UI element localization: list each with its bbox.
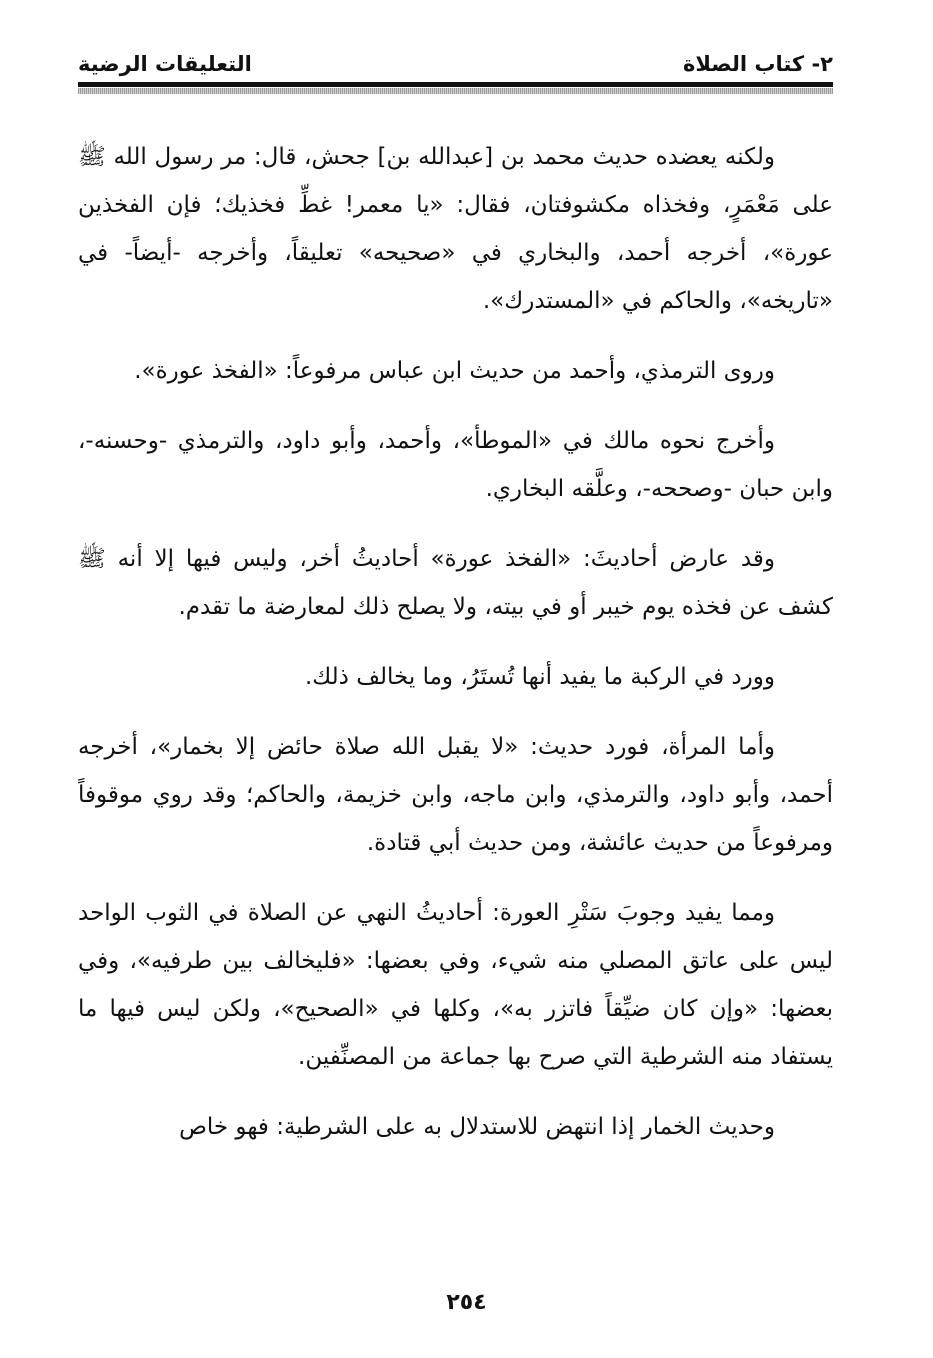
chapter-title: ٢- كتاب الصلاة [682, 52, 833, 76]
paragraph: وورد في الركبة ما يفيد أنها تُستَرُ، وما يخالف ذلك. [304, 664, 775, 690]
header-rule-shading [78, 88, 833, 94]
paragraph: وروى الترمذي، وأحمد من حديث ابن عباس مرفوعاً: «الفخذ عورة». [134, 358, 775, 384]
running-header [78, 48, 833, 80]
paragraph: وحديث الخمار إذا انتهض للاستدلال به على الشرطية: فهو خاص [179, 1114, 775, 1140]
header-rule [78, 82, 833, 87]
body-text [78, 133, 833, 1173]
paragraph: وأما المرأة، فورد حديث: «لا يقبل الله صلاة حائض إلا بخمار»، أخرجه أحمد، وأبو داود، والترمذي، وابن ماجه، وابن خزيمة، والحاكم؛ وقد روي موقوفاً ومرفوعاً من حديث عائشة، ومن حديث أبي قتادة. [78, 734, 833, 856]
paragraph: وأخرج نحوه مالك في «الموطأ»، وأحمد، وأبو داود، والترمذي -وحسنه-، وابن حبان -وصححه-، وعلَّقه البخاري. [78, 428, 833, 502]
page-number: ٢٥٤ [446, 1290, 487, 1315]
paragraph: وقد عارض أحاديثَ: «الفخذ عورة» أحاديثُ أخر، وليس فيها إلا أنه ﷺ كشف عن فخذه يوم خيبر أو في بيته، ولا يصلح ذلك لمعارضة ما تقدم. [78, 546, 833, 620]
book-title: التعليقات الرضية [78, 52, 252, 76]
paragraph: ومما يفيد وجوبَ سَتْرِ العورة: أحاديثُ النهي عن الصلاة في الثوب الواحد ليس على عاتق المصلي منه شيء، وفي بعضها: «فليخالف بين طرفيه»، وفي بعضها: «وإن كان ضيِّقاً فاتزر به»، وكلها في «الصحيح»، ولكن ليس فيها ما يستفاد منه الشرطية التي صرح بها جماعة من المصنِّفين. [78, 900, 833, 1070]
paragraph: ولكنه يعضده حديث محمد بن [عبدالله بن] جحش، قال: مر رسول الله ﷺ على مَعْمَرٍ، وفخذاه مكشوفتان، فقال: «يا معمر! غطِّ فخذيك؛ فإن الفخذين عورة»، أخرجه أحمد، والبخاري في «صحيحه» تعليقاً، وأخرجه -أيضاً- في «تاريخه»، والحاكم في «المستدرك». [78, 144, 833, 314]
